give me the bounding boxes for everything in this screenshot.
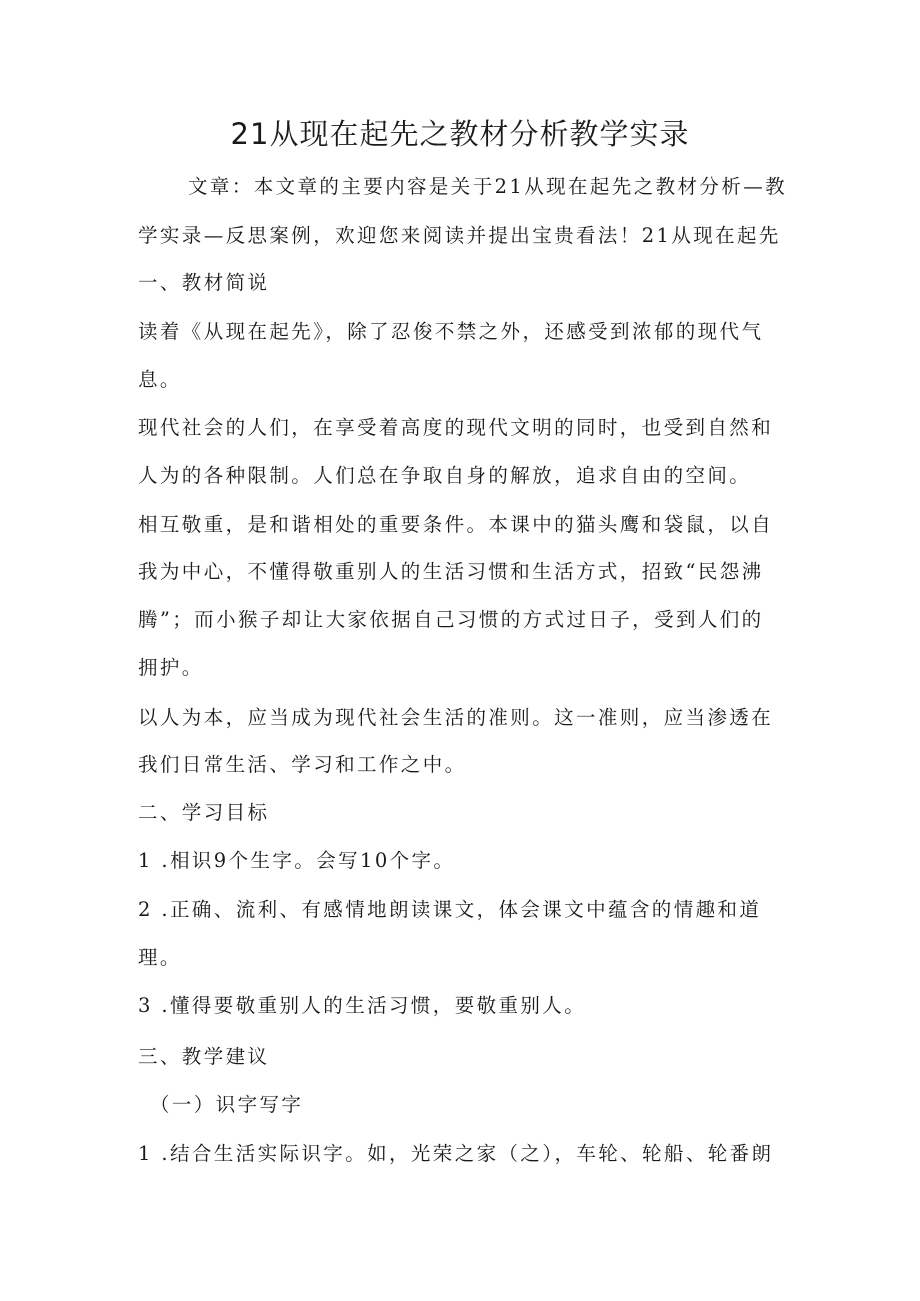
paragraph-line: 息。 bbox=[138, 368, 182, 391]
paragraph-line: 腾”；而小猴子却让大家依据自己习惯的方式过日子，受到人们的 bbox=[138, 608, 764, 631]
list-item: 2 .正确、流利、有感情地朗读课文，体会课文中蕴含的情趣和道 bbox=[138, 898, 762, 921]
paragraph-line: 我为中心，不懂得敬重别人的生活习惯和生活方式，招致“民怨沸 bbox=[138, 560, 764, 583]
paragraph-line: 学实录—反思案例，欢迎您来阅读并提出宝贵看法！21从现在起先 bbox=[138, 224, 781, 247]
document-title: 21从现在起先之教材分析教学实录 bbox=[230, 117, 690, 151]
section-heading: 一、教材简说 bbox=[138, 271, 270, 294]
section-heading: 二、学习目标 bbox=[138, 801, 270, 824]
section-heading: 三、教学建议 bbox=[138, 1045, 270, 1068]
paragraph-line: 拥护。 bbox=[138, 656, 204, 679]
paragraph-line: 人为的各种限制。人们总在争取自身的解放，追求自由的空间。 bbox=[138, 464, 752, 487]
paragraph-line: 文章：本文章的主要内容是关于21从现在起先之教材分析—教 bbox=[188, 175, 788, 198]
paragraph-line: 读着《从现在起先》，除了忍俊不禁之外，还感受到浓郁的现代气 bbox=[138, 320, 764, 343]
paragraph-line: 我们日常生活、学习和工作之中。 bbox=[138, 753, 467, 776]
list-item: 1 .结合生活实际识字。如，光荣之家（之），车轮、轮船、轮番朗 bbox=[138, 1142, 774, 1165]
paragraph-line: 以人为本，应当成为现代社会生活的准则。这一准则，应当渗透在 bbox=[138, 706, 774, 729]
list-item: 3 .懂得要敬重别人的生活习惯，要敬重别人。 bbox=[138, 994, 587, 1017]
paragraph-line: 理。 bbox=[138, 946, 182, 969]
paragraph-line: 相互敬重，是和谐相处的重要条件。本课中的猫头鹰和袋鼠，以自 bbox=[138, 513, 774, 536]
paragraph-line: 现代社会的人们，在享受着高度的现代文明的同时，也受到自然和 bbox=[138, 416, 774, 439]
list-item: 1 .相识9个生字。会写10个字。 bbox=[138, 849, 456, 872]
subsection-heading: （一）识字写字 bbox=[150, 1093, 304, 1116]
